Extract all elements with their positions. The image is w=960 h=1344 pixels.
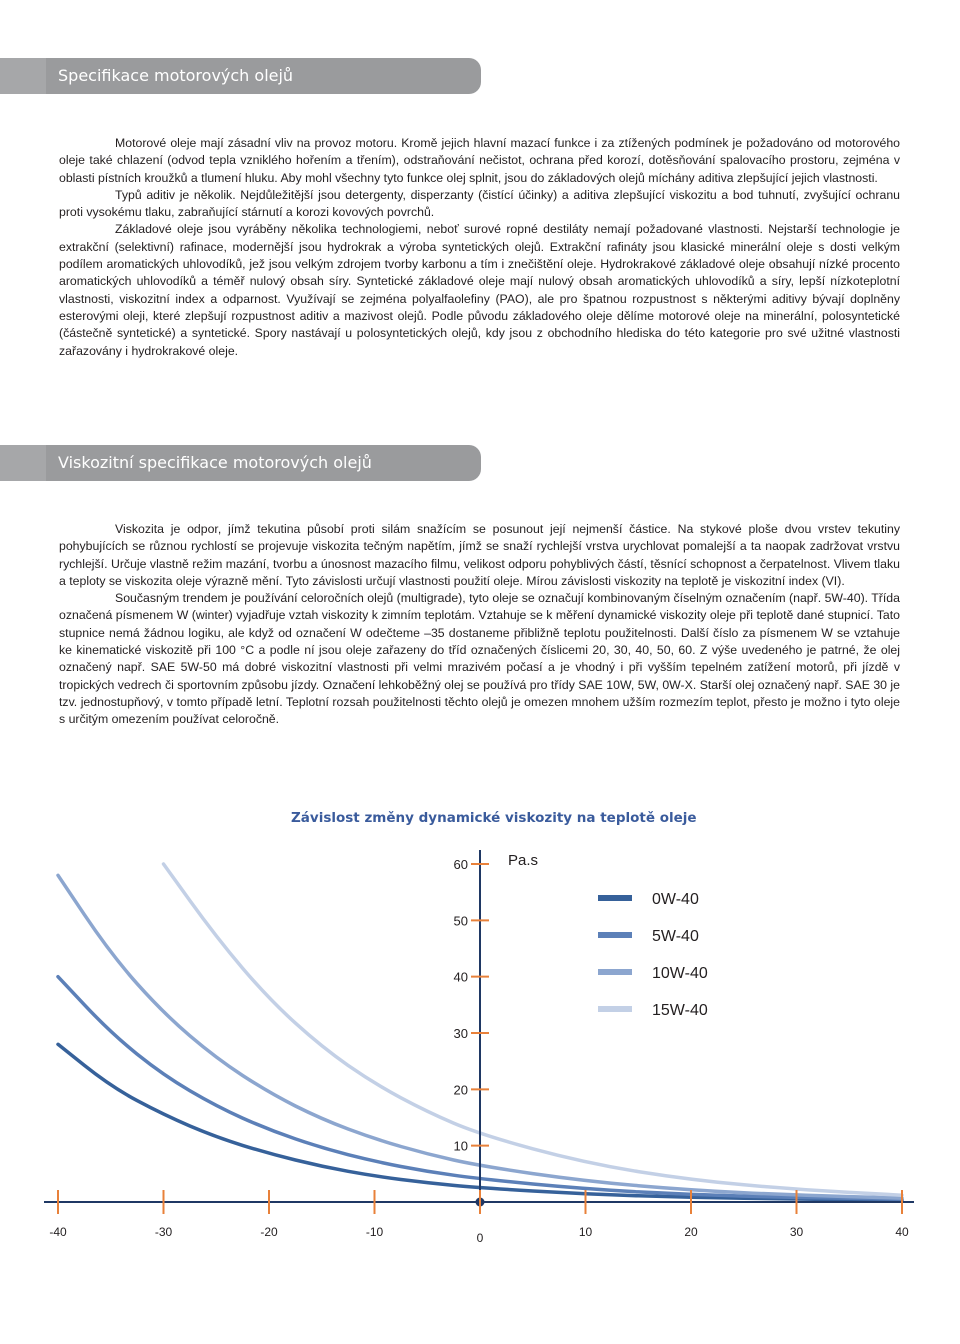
- section-title: Viskozitní specifikace motorových olejů: [58, 453, 372, 472]
- section-body-viskozitni: [59, 521, 900, 729]
- legend-label: 5W-40: [652, 928, 699, 945]
- section-header-specifikace: [0, 58, 481, 94]
- y-tick-label: 30: [453, 1026, 468, 1041]
- legend-label: 10W-40: [652, 965, 708, 982]
- x-tick-label: -10: [365, 1225, 384, 1239]
- paragraph: Typů aditiv je několik. Nejdůležitější jsou detergenty, disperzanty (čistící účinky) a aditiva zlepšující viskozitu a bod tuhnutí, zvyšující ochranu proti vysokému tlaku, zabraňující stárnutí a korozi kovových povrchů.: [59, 187, 900, 220]
- section-title: Specifikace motorových olejů: [58, 66, 294, 85]
- section-body-specifikace: [59, 135, 900, 360]
- x-tick-label: 30: [789, 1225, 804, 1239]
- x-tick-label: -40: [49, 1225, 67, 1239]
- paragraph: Viskozita je odpor, jímž tekutina působí proti silám snažícím se posunout její nejmenší částice. Na stykové ploše dvou vrstev tekutiny pohybujících se různou rychlostí se projevuje viskozita tečným napětím, jímž se snaží rychlejší vrstva urychlovat pomalejší a ta naopak zadržovat vrstvu rychlejší. Určuje vlastně režim mazání, tvorbu a únosnost mazacího filmu, velikost odporu pohyblivých částí, těsnící schopnost a čerpatelnost. Vlivem tlaku a teploty se viskozita oleje výrazně mění. Tyto závislosti určují vlastnosti použití oleje. Mírou závislosti viskozity na teplotě je viskozitní index (VI).: [59, 522, 900, 588]
- y-tick-label: 10: [453, 1138, 468, 1154]
- x-tick-label: 0: [476, 1231, 484, 1245]
- x-tick-label: 10: [578, 1225, 593, 1239]
- paragraph: Současným trendem je používání celoročních olejů (multigrade), tyto oleje se označují kombinovaným číselným označením (např. 5W-40). Třída označená písmenem W (winter) vyjadřuje vztah viskozity k zimním teplotám. Vztahuje se k měření dynamické viskozity oleje při teplotě dané stupnicí. Tato stupnice nemá žádnou logiku, ale když od označení W odečteme –35 dostaneme přibližně teplotu použitelnosti. Další číslo za písmenem W se vztahuje ke kinematické viskozitě při 100 °C a podle ní jsou oleje zařazeny do tříd označených číslicemi 20, 30, 40, 50, 60. Z výše uvedeného je patrné, že olej označený např. SAE 5W-50 má dobré viskozitní vlastnosti při velmi mrazivém počasí a je vhodný i při vyšším tepelném zatížení motorů, při jízdě v tropických vedrech či sportovním způsobu jízdy. Označení lehkoběžný olej se používá pro třídy SAE 10W, 5W, 0W-X. Starší olej označený např. SAE 30 je tzv. jednostupňový, v tomto případě letní. Teplotní rozsah použitelnosti těchto olejů je omezen mnohem užším rozmezím teplot, přesto je možno i tyto oleje s určitým omezením používat celoročně.: [59, 591, 900, 727]
- x-tick-label: -30: [154, 1225, 173, 1239]
- chart-title: Závislost změny dynamické viskozity na teplotě oleje: [291, 810, 697, 826]
- x-tick-label: 20: [684, 1225, 698, 1239]
- section-header-viskozitni: [0, 445, 481, 481]
- series-line-15W-40: [164, 864, 903, 1195]
- legend-label: 15W-40: [652, 1002, 708, 1019]
- viscosity-chart: [0, 840, 960, 1250]
- paragraph: Základové oleje jsou vyráběny několika technologiemi, neboť surové ropné destiláty nemají požadované vlastnosti. Nejstarší technologie je extrakční (selektivní) rafinace, modernější jsou hydrokrak a výroba syntetických olejů. Extrakční rafináty jsou klasické minerální oleje s dosti velkým podílem aromatických uhlovodíků, jež jsou velkým zdrojem tvorby karbonu a tím i znečištění oleje. Hydrokrakové základové oleje obsahují nízké procento aromatických uhlovodíků a téměř nulový obsah síry. Syntetické základové oleje mají nulový obsah aromatických uhlovodíků a síry, lepší nízkoteplotní vlastnosti, viskozitní index a odparnost. Využívají se zejména polyalfaolefiny (PAO), ale pro špatnou rozpustnost s některými aditivy bývají doplněny esterovými oleji, které zlepšují rozpustnost aditiv a mazivost olejů. Podle původu základového oleje dělíme motorové oleje na minerální, polosyntetické (částečně syntetické) a syntetické. Spory nastávají u polosyntetických olejů, kdy jsou z obchodního hlediska do této kategorie pro své užitné vlastnosti zařazovány i hydrokrakové oleje.: [59, 222, 900, 358]
- y-axis-unit-label: Pa.s: [508, 852, 539, 869]
- paragraph: Motorové oleje mají zásadní vliv na provoz motoru. Kromě jejich hlavní mazací funkce i za ztížených podmínek je požadováno od motorového oleje také chlazení (odvod tepla vzniklého hořením a třením), odstraňování nečistot, ochrana před korozí, dotěsňování spalovacího prostoru, zejména v oblasti pístních kroužků a tlumení hluku. Aby mohl všechny tyto funkce olej splnit, jsou do základových olejů míchány aditiva zlepšující jejich vlastnosti.: [59, 136, 900, 185]
- x-tick-label: 40: [895, 1225, 909, 1239]
- y-tick-label: 40: [453, 969, 468, 985]
- x-tick-label: -20: [260, 1225, 278, 1239]
- y-tick-label: 60: [453, 857, 468, 872]
- legend-label: 0W-40: [652, 891, 699, 908]
- y-tick-label: 50: [453, 913, 468, 929]
- y-tick-label: 20: [453, 1082, 468, 1098]
